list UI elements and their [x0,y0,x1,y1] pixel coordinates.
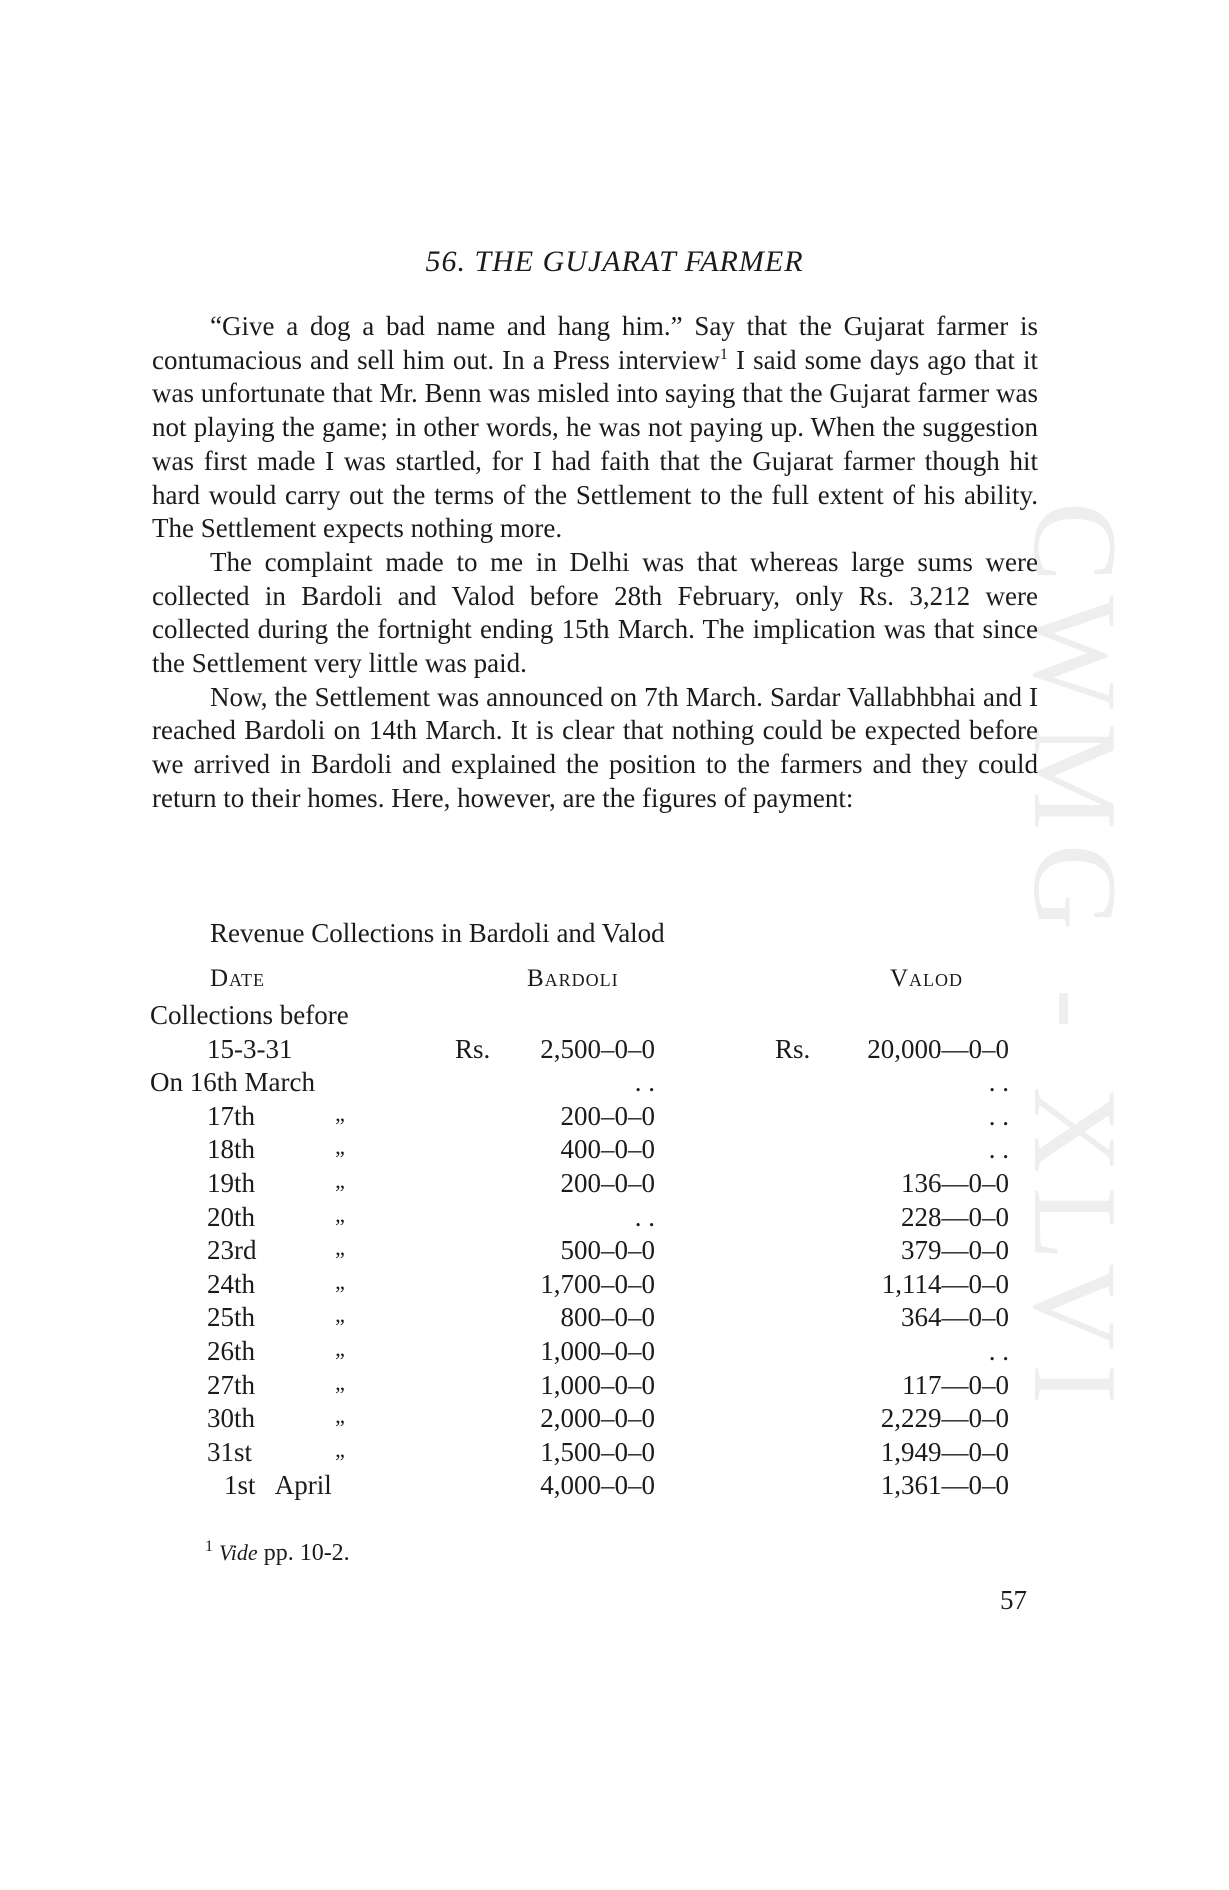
row-date: 15-3-31 [207,1033,293,1064]
ditto-mark: „ [335,1268,345,1294]
table-row [0,1336,1229,1370]
table-row [0,1302,1229,1336]
valod-amount: 1,361—0–0 [880,1470,1009,1501]
valod-amount: 136—0–0 [901,1168,1009,1198]
valod-amount: 1,949—0–0 [880,1436,1009,1467]
bardoli-amount: 1,500–0–0 [540,1436,655,1467]
ditto-mark: „ [335,1436,345,1462]
row-date: 27th [207,1369,256,1400]
row-date: 17th [207,1100,256,1131]
column-header-valod: Valod [890,965,964,992]
table-caption: Revenue Collections in Bardoli and Valod [210,918,665,948]
body-text [152,310,1038,816]
bardoli-amount: 1,000–0–0 [540,1336,655,1366]
watermark-text: CWMG - XLVI [1009,501,1142,1419]
ditto-mark: „ [335,1235,345,1261]
chapter-title: 56. THE GUJARAT FARMER [425,245,804,278]
valod-amount: 117—0–0 [902,1369,1009,1400]
valod-amount: 20,000—0–0 [867,1033,1009,1064]
valod-amount: 364—0–0 [901,1302,1009,1333]
bardoli-amount: 200–0–0 [560,1168,655,1198]
bardoli-amount: 2,500–0–0 [540,1033,655,1064]
table-row [0,1437,1229,1471]
column-header-date: Date [210,965,266,992]
footnote-mark: 1 [205,1538,213,1555]
footnote-vide: Vide [219,1540,258,1565]
bardoli-amount: 1,000–0–0 [540,1369,655,1400]
row-date: 24th [207,1268,256,1299]
row-date: 20th [207,1201,256,1232]
ditto-mark: „ [335,1168,345,1193]
table-row [0,1000,1229,1034]
table-row [0,1403,1229,1437]
table-row [0,1202,1229,1236]
footnote-reference[interactable]: 1 [719,345,728,363]
valod-amount: . . [988,1336,1009,1366]
table-row [0,1134,1229,1168]
ditto-mark: „ [335,1134,345,1160]
table-row [0,1101,1229,1135]
ditto-mark: „ [335,1403,345,1429]
table-row [0,1269,1229,1303]
ditto-mark: „ [335,1201,345,1227]
valod-amount: . . [988,1134,1009,1165]
bardoli-currency: Rs. [455,1033,491,1064]
row-date: 26th [207,1336,256,1366]
bardoli-amount: 200–0–0 [560,1100,655,1131]
paragraph: The complaint made to me in Delhi was that whereas large sums were collected in Bardoli and Valod before 28th February, only Rs. 3,212 were collected during the fortnight ending 15th March. The implication was that since the Settlement very little was paid. [152,546,1038,679]
paragraph-text: I said some days ago that it was unfortunate that Mr. Benn was misled into saying that the Gujarat farmer was not playing the game; in other words, he was not paying up. When the suggestion was first made I was startled, for I had faith that the Gujarat farmer though hit hard would carry out the terms of the Settlement to the full extent of his ability. The Settlement expects nothing more. [152,344,1038,544]
bardoli-amount: . . [634,1067,655,1098]
table-row [0,1168,1229,1202]
ditto-mark: „ [335,1369,345,1395]
footnote-text: pp. 10-2. [257,1540,350,1566]
valod-amount: 2,229—0–0 [880,1403,1009,1434]
valod-amount: . . [988,1100,1009,1131]
table-row [0,1370,1229,1404]
paragraph: Now, the Settlement was announced on 7th March. Sardar Vallabhbhai and I reached Bardoli on 14th March. It is clear that nothing could be expected before we arrived in Bardoli and explained the position to the farmers and they could return to their homes. Here, however, are the figures of payment: [152,681,1038,813]
bardoli-amount: 2,000–0–0 [540,1403,655,1434]
row-date: 1st April [224,1470,332,1501]
ditto-mark: „ [335,1302,345,1328]
row-date: 19th [207,1168,256,1198]
valod-currency: Rs. [775,1033,811,1064]
row-date: 31st [207,1436,253,1467]
bardoli-amount: 4,000–0–0 [540,1470,655,1501]
valod-amount: 1,114—0–0 [881,1268,1009,1299]
paragraph [152,310,1038,546]
table-row [0,1470,1229,1504]
valod-amount: 379—0–0 [901,1235,1009,1266]
page-number: 57 [1000,1585,1027,1615]
valod-amount: 228—0–0 [901,1201,1009,1232]
row-date: Collections before [150,1000,349,1030]
table-row [0,1067,1229,1101]
bardoli-amount: 800–0–0 [560,1302,655,1333]
row-date: 30th [207,1403,256,1434]
bardoli-amount: . . [634,1201,655,1232]
bardoli-amount: 500–0–0 [560,1235,655,1266]
ditto-mark: „ [335,1100,345,1126]
row-date: On 16th March [150,1067,315,1098]
column-header-bardoli: Bardoli [527,965,619,992]
row-date: 25th [207,1302,256,1333]
bardoli-amount: 1,700–0–0 [540,1268,655,1299]
ditto-mark: „ [335,1336,345,1361]
table-row [0,1235,1229,1269]
row-date: 23rd [207,1235,257,1266]
valod-amount: . . [988,1067,1009,1098]
table-row [0,1034,1229,1068]
row-date: 18th [207,1134,256,1165]
paragraph-text: “Give a dog a bad name and hang him.” Say that the Gujarat farmer is contumacious and sell him out. In a Press interview [152,311,1038,375]
bardoli-amount: 400–0–0 [560,1134,655,1165]
footnote [205,1540,350,1567]
